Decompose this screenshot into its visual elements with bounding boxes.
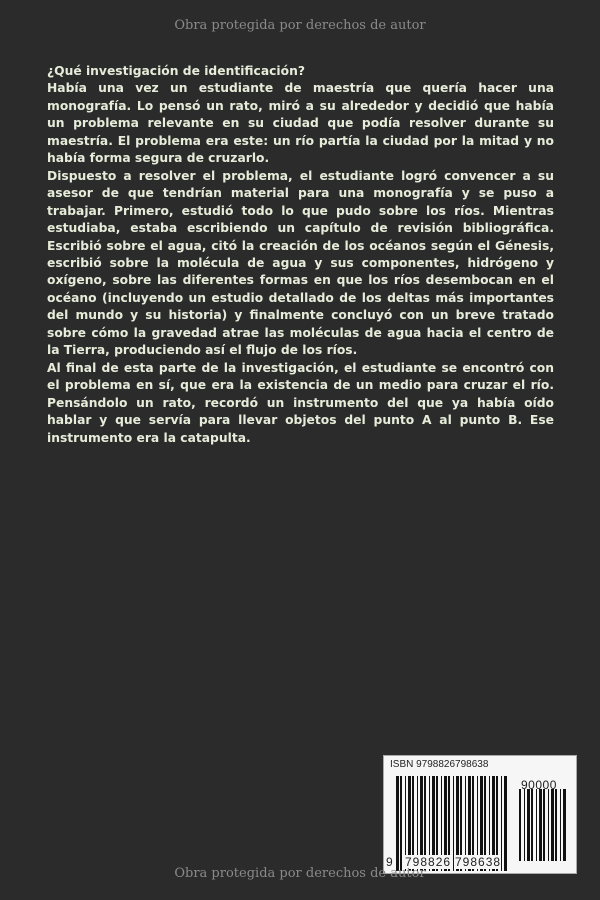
barcode-bar: [539, 789, 542, 861]
barcode-digits-group2: 798638: [455, 855, 502, 869]
isbn-barcode: [383, 755, 577, 874]
barcode-bar: [453, 776, 454, 871]
barcode-digits-group1: 798826: [405, 855, 452, 869]
watermark-bottom: Obra protegida por derechos de autor: [174, 866, 426, 881]
barcode-bar: [563, 789, 566, 861]
paragraph-2: Dispuesto a resolver el problema, el estudiante logró convencer a su asesor de que tendrían material para una monografía y se puso a trabajar. Primero, estudió todo lo que pudo sobre los ríos. Mientras estudiaba, estaba escribiendo un capítulo de revisión bibliográfica. Escribió sobre el agua, citó la creación de los océanos según el Génesis, escribió sobre la molécula de agua y sus componentes, hidrógeno y oxígeno, sobre las diferentes formas en que los ríos desembocan en el océano (incluyendo un estudio detallado de los deltas más importantes del mundo y su historia) y finalmente concluyó con un breve tratado sobre cómo la gravedad atrae las moléculas de agua hacia el centro de la Tierra, produciendo así el flujo de los ríos.: [47, 168, 554, 358]
heading: ¿Qué investigación de identificación?: [47, 64, 305, 78]
barcode-bar: [524, 789, 525, 861]
back-cover-text: [47, 63, 554, 447]
addon-number: 90000: [521, 778, 557, 792]
barcode-bar: [555, 789, 557, 861]
isbn-label: ISBN 9798826798638: [390, 759, 489, 770]
barcode-bar: [400, 776, 402, 871]
barcode-bar: [501, 776, 502, 871]
barcode-bar: [543, 789, 545, 861]
barcode-bar: [504, 776, 507, 871]
barcode-bar: [536, 789, 537, 861]
paragraph-3: Al final de esta parte de la investigación, el estudiante se encontró con el problema en sí, que era la existencia de un medio para cruzar el río. Pensándolo un rato, recordó un instrumento del que ya había oído hablar y que servía para llevar objetos del punto A al punto B. Ese instrumento era la catapulta.: [47, 360, 554, 445]
barcode-bar: [527, 789, 530, 861]
paragraph-1: Había una vez un estudiante de maestría que quería hacer una monografía. Lo pensó un rato, miró a su alrededor y decidió que había un problema relevante en su ciudad que podía resolver durante su maestría. El problema era este: un río partía la ciudad por la mitad y no había forma segura de cruzarlo.: [47, 81, 554, 166]
barcode-bar: [531, 789, 533, 861]
barcode-bar: [548, 789, 549, 861]
barcode-bar: [551, 789, 554, 861]
barcode-bar: [560, 789, 561, 861]
watermark-top: Obra protegida por derechos de autor: [174, 18, 426, 33]
barcode-bar: [519, 789, 521, 861]
barcode-digit-first: 9: [386, 855, 394, 869]
barcode-bar: [396, 776, 399, 871]
